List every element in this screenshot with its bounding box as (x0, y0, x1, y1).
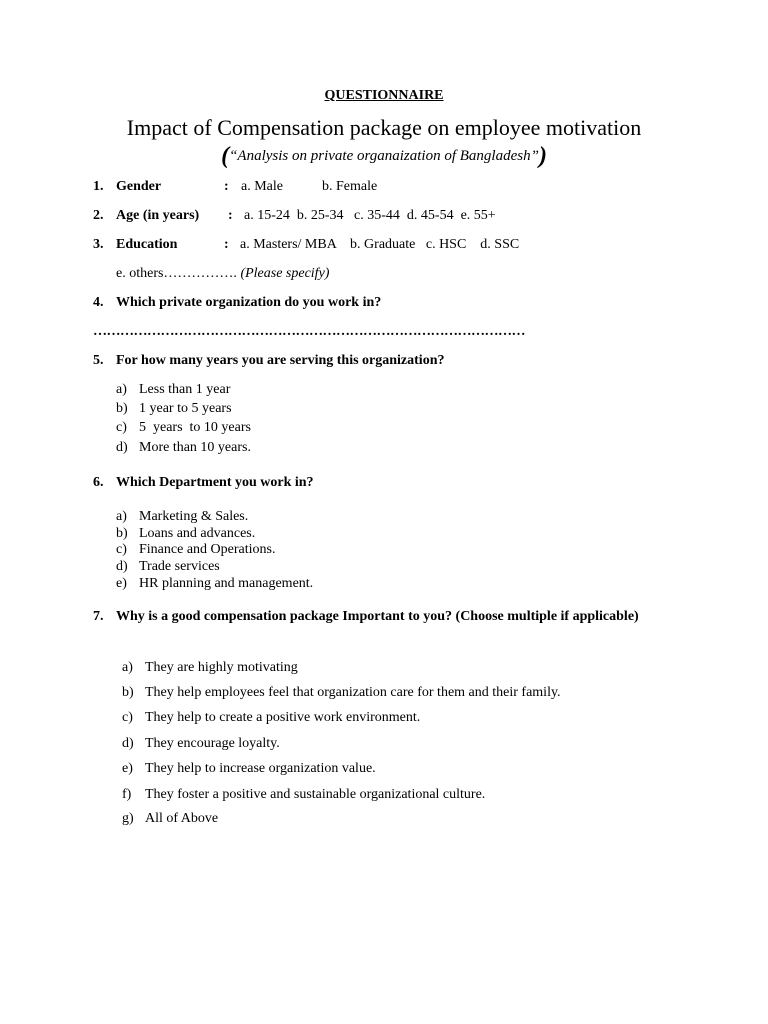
q6-item-text[interactable]: Loans and advances. (139, 526, 256, 541)
q5-number: 5. (93, 353, 104, 368)
q7-item-text[interactable]: They are highly motivating (145, 660, 298, 675)
q5-item-text[interactable]: 5 years to 10 years (139, 420, 251, 435)
q6-item-letter: b) (116, 526, 128, 541)
q2-colon: : (228, 208, 233, 223)
q2-options[interactable]: a. 15-24 b. 25-34 c. 35-44 d. 45-54 e. 55+ (244, 208, 496, 223)
q3-colon: : (224, 237, 229, 252)
q7-item-letter: g) (122, 811, 134, 826)
q7-item-text[interactable]: They help to increase organization value. (145, 761, 376, 776)
q1-option-male[interactable]: a. Male (241, 179, 283, 194)
q6-item-text[interactable]: HR planning and management. (139, 576, 314, 591)
q7-item-letter: e) (122, 761, 133, 776)
q6-item-text[interactable]: Trade services (139, 559, 220, 574)
q7-item-text[interactable]: They encourage loyalty. (145, 736, 280, 751)
q7-item-letter: a) (122, 660, 133, 675)
q1-colon: : (224, 179, 229, 194)
questionnaire-label: QUESTIONNAIRE (324, 88, 444, 103)
q3-options[interactable]: a. Masters/ MBA b. Graduate c. HSC d. SSC (240, 237, 520, 252)
q6-item-text[interactable]: Marketing & Sales. (139, 509, 249, 524)
subtitle-open-paren: ( (221, 143, 230, 169)
q5-text: For how many years you are serving this organization? (116, 353, 445, 368)
q7-item-text[interactable]: They foster a positive and sustainable organizational culture. (145, 787, 486, 802)
q2-number: 2. (93, 208, 104, 223)
q6-item-letter: a) (116, 509, 127, 524)
q3-others-option[interactable] (116, 266, 329, 282)
q3-others-note: (Please specify) (240, 266, 330, 281)
q7-item-letter: f) (122, 787, 132, 802)
q6-item-letter: e) (116, 576, 127, 591)
q7-item-letter: b) (122, 685, 134, 700)
subtitle-text: “Analysis on private organaization of Bangladesh” (229, 148, 539, 164)
q6-number: 6. (93, 475, 104, 490)
q7-item-text[interactable]: All of Above (145, 811, 219, 826)
q7-item-text[interactable]: They help employees feel that organization care for them and their family. (145, 685, 561, 700)
q1-number: 1. (93, 179, 104, 194)
q7-item-letter: d) (122, 736, 134, 751)
q6-item-letter: c) (116, 542, 127, 557)
subtitle-close-paren: ) (538, 143, 547, 169)
q4-answer-line[interactable]: …………………………………………………………………………………… (93, 324, 525, 339)
q6-item-letter: d) (116, 559, 128, 574)
q4-text: Which private organization do you work in? (116, 295, 382, 310)
q5-item-text[interactable]: More than 10 years. (139, 440, 251, 455)
q7-item-letter: c) (122, 710, 133, 725)
q5-item-letter: b) (116, 401, 128, 416)
q6-text: Which Department you work in? (116, 475, 314, 490)
q5-item-letter: d) (116, 440, 128, 455)
page-title: Impact of Compensation package on employee motivation (126, 115, 642, 140)
q1-label: Gender (116, 179, 162, 194)
q3-label: Education (116, 237, 178, 252)
q6-item-text[interactable]: Finance and Operations. (139, 542, 276, 557)
q7-text: Why is a good compensation package Important to you? (Choose multiple if applicable) (116, 609, 639, 624)
q1-option-female[interactable]: b. Female (322, 179, 378, 194)
q5-item-letter: c) (116, 420, 127, 435)
q5-item-text[interactable]: 1 year to 5 years (139, 401, 232, 416)
q5-item-letter: a) (116, 382, 127, 397)
q7-item-text[interactable]: They help to create a positive work environment. (145, 710, 421, 725)
subtitle (0, 143, 768, 170)
q7-number: 7. (93, 609, 104, 624)
q3-others-text: e. others……………. (116, 266, 237, 281)
q3-number: 3. (93, 237, 104, 252)
q2-label: Age (in years) (116, 208, 200, 223)
q4-number: 4. (93, 295, 104, 310)
q5-item-text[interactable]: Less than 1 year (139, 382, 231, 397)
